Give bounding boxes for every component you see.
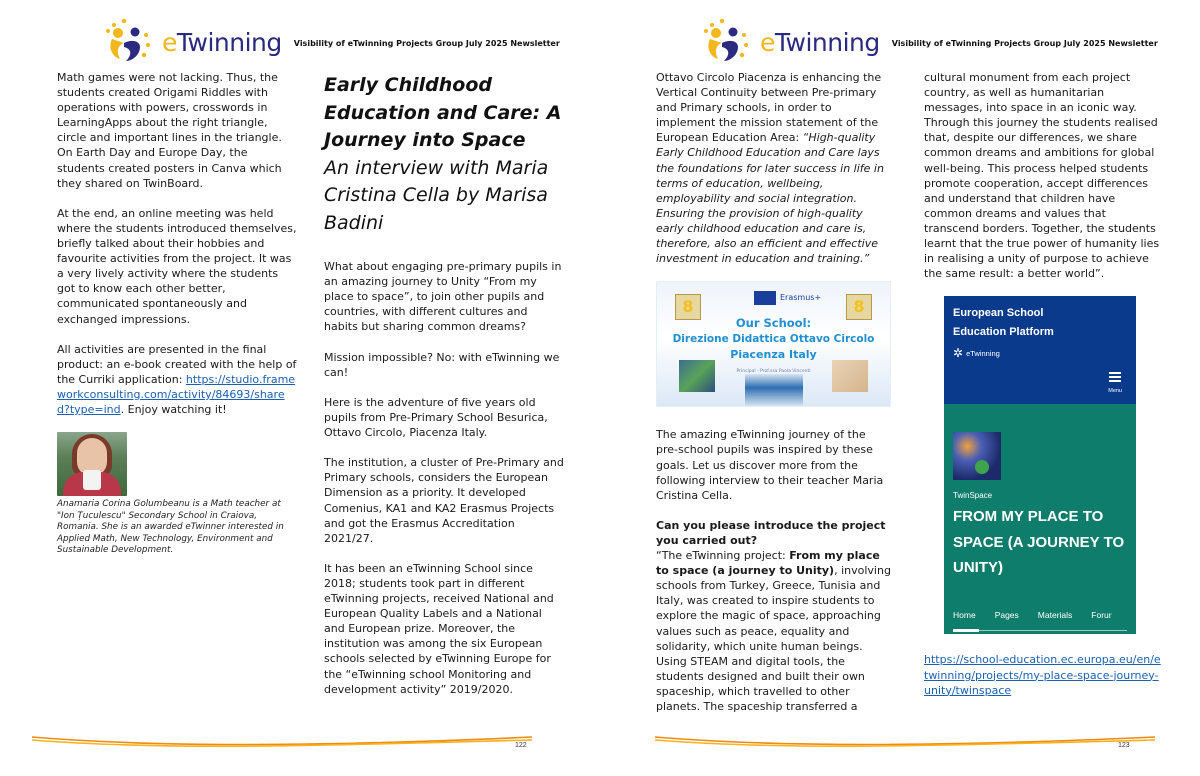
page-header <box>700 16 1158 64</box>
paragraph: Mission impossible? No: with eTwinning we can! <box>324 350 560 379</box>
nav-home: Home <box>953 610 976 621</box>
twinspace-hero <box>944 404 1136 634</box>
brand-name: eTwinning <box>760 27 880 57</box>
etwinning-small-logo: ✲ eTwinning <box>953 346 1000 361</box>
photo-collage-thumbnail <box>679 360 715 392</box>
hamburger-icon <box>1109 372 1121 382</box>
paragraph: At the end, an online meeting was held where the students introduced themselves, briefly talked about their hobbies and favourite activities from the project. It was a very lively activity where the students got to know each other better, communicated spontaneously and exchanged impressions. <box>57 206 297 326</box>
school-badge-icon: 8 <box>846 294 872 320</box>
eea-quote: “High-quality Early Childhood Education and Care lays the foundations for later success in life in terms of education, wellbeing, employability and social integration. Ensuring the provision of high-quality early childhood education and care is, therefore, also an efficient and effective investment in education and training.” <box>656 131 884 266</box>
curriki-ebook-link[interactable]: https://studio.frameworkconsulting.com/activity/84693/shared?type=ind <box>57 372 296 417</box>
etwinning-logo-icon <box>102 17 160 63</box>
article-title: Early Childhood Education and Care: A Journey into Space <box>324 74 562 151</box>
author-photo <box>57 432 127 496</box>
paragraph: All activities are presented in the final product: an e-book created with the help of the Curriki application: https://studio.frameworkconsulting.com/activity/84693/shared?type=ind. Enjoy watching it! <box>57 342 297 417</box>
nav-materials: Materials <box>1037 610 1073 621</box>
paragraph: Ottavo Circolo Piacenza is enhancing the Vertical Continuity between Pre-primary and Primary schools, in order to implement the mission statement of the European Education Area: “High-quality Early Childhood Education and Care lays the foundations for later success in life in terms of education, wellbeing, employability and social integration. Ensuring the provision of high-quality early childhood education and care is, therefore, also an efficient and effective investment in education and training.” <box>656 71 884 266</box>
project-thumbnail <box>953 432 1001 480</box>
paragraph: It has been an eTwinning School since 2018; students took part in different eTwinning projects, received National and European Quality Labels and a National and European prize. Moreover, the institution was among the six European schools selected by eTwinning Europe for the “eTwinning school Monitoring and development activity” 2019/2020. <box>324 561 554 696</box>
paragraph <box>924 652 1164 697</box>
twinspace-title: FROM MY PLACE TO SPACE (A JOURNEY TO UNITY) <box>953 508 1125 577</box>
page-number: 122 <box>515 742 527 749</box>
page-header <box>102 16 560 64</box>
paragraph: cultural monument from each project country, as well as humanitarian messages, into space in an iconic way. Through this journey the students realised that, despite our differences, we share common dreams and ambitions for global well-being. This process helped students promote cooperation, accept differences and understand that children have common dreams and values that transcend borders. Together, the students learnt that the true power of humanity lies in realising a unity of purpose to achieve the same result: a better world”. <box>924 71 1160 281</box>
left-column-1 <box>57 70 297 557</box>
project-map-thumbnail <box>745 374 803 407</box>
nav-pages: Pages <box>994 610 1019 621</box>
paragraph: Here is the adventure of five years old pupils from Pre-Primary School Besurica, Ottavo Circolo, Piacenza Italy. <box>324 395 548 440</box>
right-page <box>600 0 1200 776</box>
school-badge-icon: 8 <box>675 294 701 320</box>
platform-header: European School Education Platform ✲ eTwinning Menu <box>944 296 1136 404</box>
erasmus-logo: Erasmus+ <box>754 290 821 305</box>
paragraph: The amazing eTwinning journey of the pre-school pupils was inspired by these goals. Let us discover more from the following interview to their teacher Maria Cristina Cella. <box>656 428 884 502</box>
interview-answer: “The eTwinning project: From my place to space (a journey to Unity), involving schools from Turkey, Greece, Tunisia and Italy, was created to inspire students to explore the magic of space, approaching values such as peace, equality and solidarity, which unite human beings. Using STEAM and digital tools, the students designed and built their own spaceship, which travelled to other planets. The spaceship transferred a <box>656 549 891 713</box>
paragraph: What about engaging pre-primary pupils in an amazing journey to Unity “From my place to space”, to join other pupils and countries, with different cultures and habits but sharing common dreams? <box>324 260 562 334</box>
article-subtitle: An interview with Maria Cristina Cella by Marisa Badini <box>324 156 549 234</box>
right-column-1 <box>656 70 891 729</box>
footer-swoosh-icon <box>655 733 1155 751</box>
newsletter-title: Visibility of eTwinning Projects Group July 2025 Newsletter <box>293 38 560 48</box>
menu-button: Menu <box>1108 372 1122 399</box>
page-number: 123 <box>1118 742 1130 749</box>
left-column-2 <box>324 72 564 712</box>
newsletter-title: Visibility of eTwinning Projects Group July 2025 Newsletter <box>891 38 1158 48</box>
twinspace-label: TwinSpace <box>953 491 993 501</box>
eu-poster-thumbnail <box>832 360 868 392</box>
paragraph: Math games were not lacking. Thus, the students created Origami Riddles with operations with powers, crosswords in LearningApps about the right triangle, circle and important lines in the triangle. On Earth Day and Europe Day, the students created posters in Canva which they shared on TwinBoard. <box>57 71 282 190</box>
twinspace-screenshot <box>944 296 1136 634</box>
right-column-2 <box>924 70 1164 713</box>
brand-name: eTwinning <box>162 27 282 57</box>
author-caption: Anamaria Corina Golumbeanu is a Math teacher at "Ion Țuculescu" Secondary School in Craiova, Romania. She is an awarded eTwinner interested in Applied Math, New Technology, Environment and Sustainable Development. <box>57 499 284 556</box>
etwinning-logo-icon: ✲ <box>953 346 964 361</box>
footer-swoosh-icon <box>32 733 532 751</box>
twinspace-link[interactable]: https://school-education.ec.europa.eu/en/etwinning/projects/my-place-space-journey-unity/twinspace <box>924 653 1161 697</box>
etwinning-logo-icon <box>700 17 758 63</box>
nav-forum: Forur <box>1091 610 1112 621</box>
eu-flag-icon <box>754 291 776 305</box>
paragraph: The institution, a cluster of Pre-Primary and Primary schools, considers the European Dimension as a priority. It developed Comenius, KA1 and KA2 Erasmus Projects and got the Erasmus Accreditation 2021/27. <box>324 456 564 545</box>
school-banner-image: 8 Erasmus+ 8 Our School: Direzione Didattica Ottavo Circolo Piacenza Italy Principal - Prof.ssa Paola Vincenti <box>656 281 891 407</box>
twinspace-nav <box>953 608 1131 623</box>
interview-question: Can you please introduce the project you carried out? <box>656 518 886 547</box>
